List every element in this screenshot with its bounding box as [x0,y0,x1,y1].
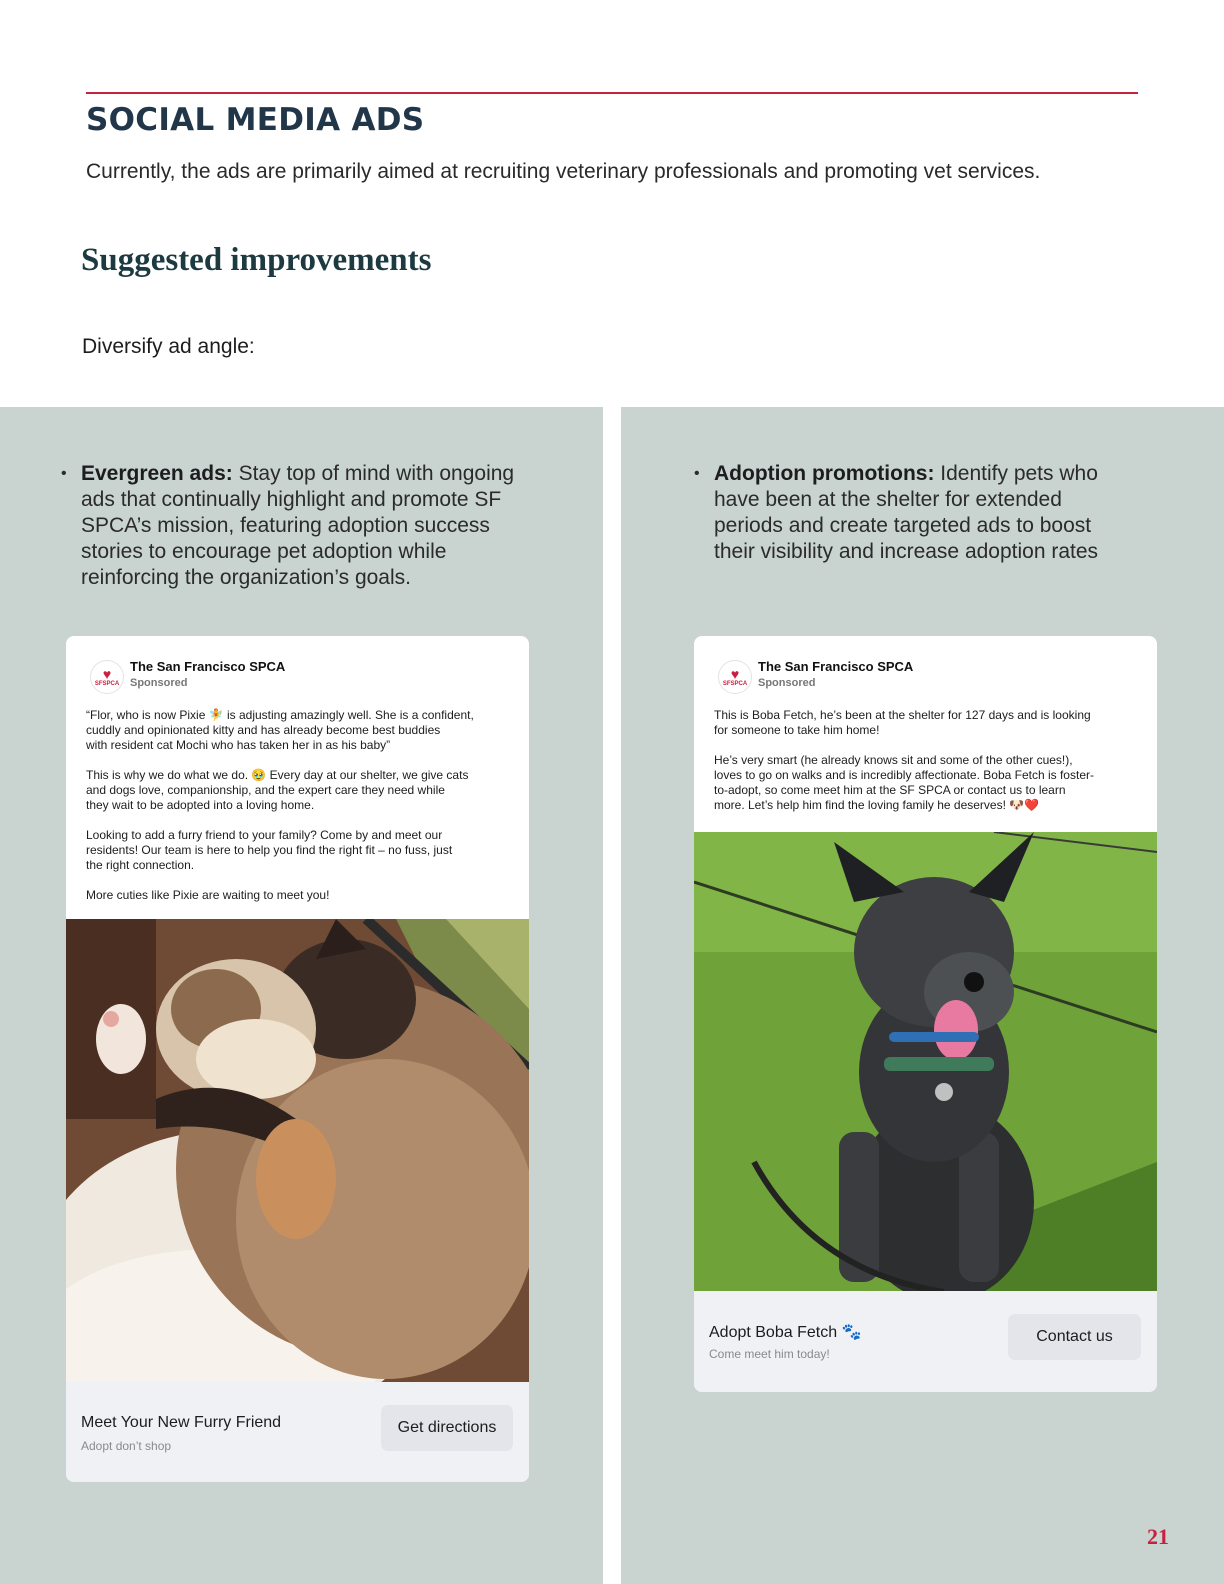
post-line: This is Boba Fetch, he’s been at the shelter for 127 days and is looking [714,708,1091,722]
cta-bar [694,1291,1157,1392]
adoption-ad-card [694,636,1157,1392]
bullet-dot: • [61,465,67,482]
post-line: to-adopt, so come meet him at the SF SPCA or contact us to learn [714,783,1066,797]
right-panel [621,407,1224,1584]
contact-us-button[interactable]: Contact us [1008,1314,1141,1360]
dog-illustration [694,832,1157,1295]
cta-title: Meet Your New Furry Friend [81,1414,282,1431]
cta-subtitle: Come meet him today! [709,1347,830,1361]
bullet-text: ads that continually highlight and promote SF [81,488,502,511]
post-line: More cuties like Pixie are waiting to meet you! [86,888,330,902]
ad-header [66,636,529,708]
post-text [694,708,1157,813]
page-name[interactable]: The San Francisco SPCA [130,659,286,674]
post-line: with resident cat Mochi who has taken her in as his baby” [86,738,391,752]
cta-title: Adopt Boba Fetch 🐾 [709,1324,862,1341]
bullet-text: their visibility and increase adoption rates [714,540,1099,563]
sponsored-label: Sponsored [758,677,816,689]
bullet-text: Identify pets who [934,462,1098,485]
post-line: they wait to be adopted into a loving home. [86,798,315,812]
evergreen-bullet [61,461,515,591]
section-title: SOCIAL MEDIA ADS [86,102,425,138]
header-rule [86,92,1138,94]
post-line: and dogs love, companionship, and the expert care they need while [86,783,445,797]
bullet-text: Stay top of mind with ongoing [232,462,515,485]
cats-photo[interactable] [66,919,529,1382]
cta-bar [66,1382,529,1482]
page-name[interactable]: The San Francisco SPCA [758,659,914,674]
logo-text: SFSPCA [94,680,120,687]
heart-logo-icon: ♥ [730,665,740,682]
bullet-strong: Adoption promotions: [714,462,935,485]
page-number: 21 [1147,1524,1169,1549]
avatar[interactable] [90,660,124,694]
ad-angle-label: Diversify ad angle: [82,335,255,358]
post-text [66,708,529,903]
subhead: Suggested improvements [81,242,432,278]
avatar[interactable] [718,660,752,694]
post-line: Looking to add a furry friend to your family? Come by and meet our [86,828,443,842]
bullet-strong: Evergreen ads: [81,462,233,485]
cta-subtitle: Adopt don’t shop [81,1439,172,1453]
post-line: This is why we do what we do. 🥹 Every day at our shelter, we give cats [86,768,469,782]
post-line: “Flor, who is now Pixie 🧚 is adjusting amazingly well. She is a confident, [86,708,474,722]
post-line: more. Let’s help him find the loving family he deserves! 🐶❤️ [714,798,1040,812]
get-directions-button[interactable]: Get directions [381,1405,513,1451]
evergreen-ad-card [66,636,529,1482]
post-line: cuddly and opinionated kitty and has already become best buddies [86,723,441,737]
post-line: He’s very smart (he already knows sit and some of the other cues!), [714,753,1073,767]
bullet-text: SPCA’s mission, featuring adoption success [81,514,490,537]
adoption-bullet [694,461,1099,565]
bullet-dot: • [694,465,700,482]
left-panel [0,407,603,1584]
post-line: for someone to take him home! [714,723,880,737]
bullet-text: have been at the shelter for extended [714,488,1062,511]
section-intro: Currently, the ads are primarily aimed at recruiting veterinary professionals and promoting vet services. [86,160,1041,183]
bullet-text: stories to encourage pet adoption while [81,540,447,563]
heart-logo-icon: ♥ [102,665,112,682]
bullet-text: periods and create targeted ads to boost [714,514,1092,537]
post-line: loves to go on walks and is incredibly affectionate. Boba Fetch is foster- [714,768,1094,782]
dog-photo[interactable] [694,832,1157,1295]
bullet-text: reinforcing the organization’s goals. [81,566,411,589]
sponsored-label: Sponsored [130,677,188,689]
ad-header [694,636,1157,708]
post-line: residents! Our team is here to help you find the right fit – no fuss, just [86,843,453,857]
logo-text: SFSPCA [722,680,748,687]
cats-illustration [66,919,529,1382]
post-line: the right connection. [86,858,195,872]
